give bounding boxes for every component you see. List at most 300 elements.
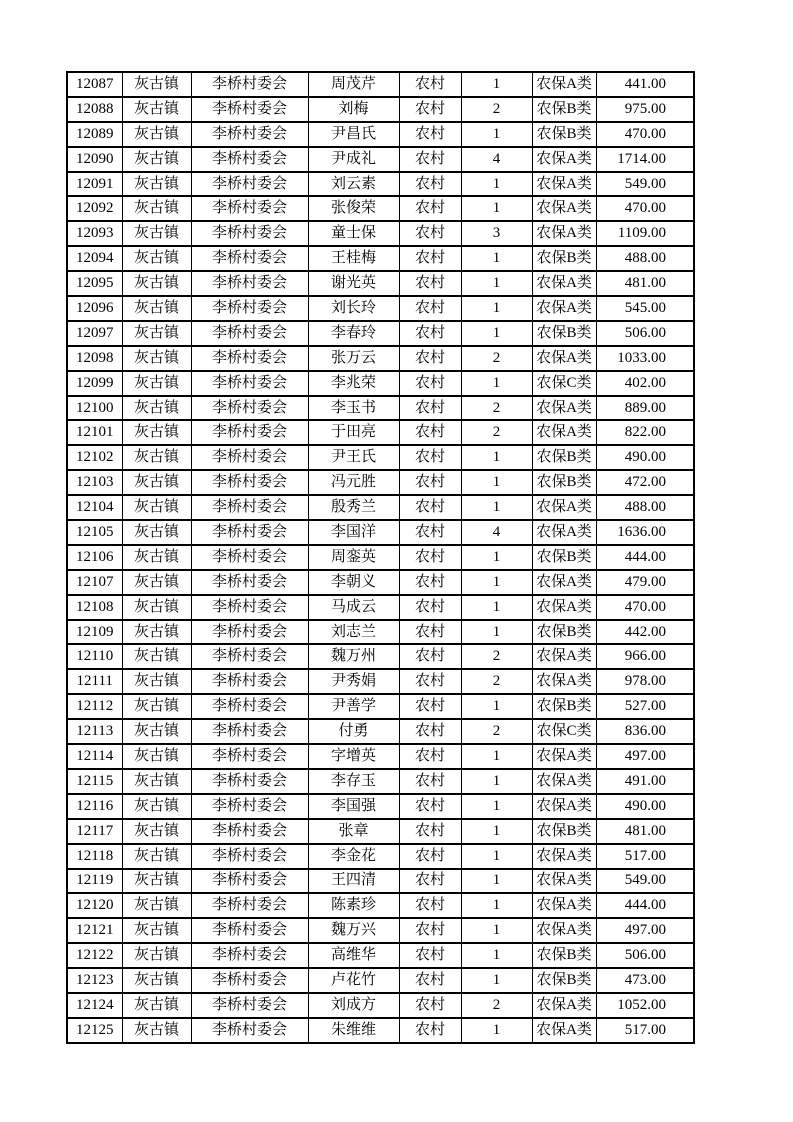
cell-person-count: 1 xyxy=(461,545,532,570)
cell-amount: 506.00 xyxy=(596,321,694,346)
cell-village-committee: 李桥村委会 xyxy=(191,570,308,595)
cell-residence-type: 农村 xyxy=(399,520,461,545)
cell-village-committee: 李桥村委会 xyxy=(191,694,308,719)
cell-person-count: 2 xyxy=(461,346,532,371)
cell-amount: 497.00 xyxy=(596,918,694,943)
cell-person-name: 刘志兰 xyxy=(308,620,399,645)
cell-town: 灰古镇 xyxy=(122,893,191,918)
cell-residence-type: 农村 xyxy=(399,595,461,620)
cell-person-count: 1 xyxy=(461,1018,532,1043)
cell-amount: 470.00 xyxy=(596,196,694,221)
table-row xyxy=(67,221,694,246)
cell-person-count: 1 xyxy=(461,794,532,819)
cell-record-id: 12119 xyxy=(67,869,122,894)
cell-person-count: 1 xyxy=(461,321,532,346)
cell-residence-type: 农村 xyxy=(399,719,461,744)
cell-village-committee: 李桥村委会 xyxy=(191,97,308,122)
cell-town: 灰古镇 xyxy=(122,445,191,470)
cell-village-committee: 李桥村委会 xyxy=(191,918,308,943)
cell-amount: 488.00 xyxy=(596,246,694,271)
table-row xyxy=(67,445,694,470)
cell-amount: 836.00 xyxy=(596,719,694,744)
cell-village-committee: 李桥村委会 xyxy=(191,520,308,545)
cell-insurance-category: 农保B类 xyxy=(532,819,596,844)
cell-town: 灰古镇 xyxy=(122,72,191,97)
cell-insurance-category: 农保B类 xyxy=(532,470,596,495)
cell-record-id: 12116 xyxy=(67,794,122,819)
cell-person-name: 尹秀娟 xyxy=(308,669,399,694)
cell-person-count: 1 xyxy=(461,122,532,147)
cell-person-count: 1 xyxy=(461,172,532,197)
cell-village-committee: 李桥村委会 xyxy=(191,495,308,520)
cell-town: 灰古镇 xyxy=(122,470,191,495)
cell-amount: 975.00 xyxy=(596,97,694,122)
cell-residence-type: 农村 xyxy=(399,396,461,421)
cell-person-name: 卢花竹 xyxy=(308,968,399,993)
cell-amount: 889.00 xyxy=(596,396,694,421)
cell-person-name: 马成云 xyxy=(308,595,399,620)
cell-amount: 822.00 xyxy=(596,420,694,445)
cell-amount: 1109.00 xyxy=(596,221,694,246)
cell-person-count: 1 xyxy=(461,869,532,894)
cell-village-committee: 李桥村委会 xyxy=(191,196,308,221)
cell-town: 灰古镇 xyxy=(122,122,191,147)
table-row xyxy=(67,545,694,570)
cell-person-name: 李玉书 xyxy=(308,396,399,421)
cell-village-committee: 李桥村委会 xyxy=(191,72,308,97)
table-row xyxy=(67,495,694,520)
cell-person-name: 刘成方 xyxy=(308,993,399,1018)
cell-person-name: 付勇 xyxy=(308,719,399,744)
table-row xyxy=(67,595,694,620)
cell-village-committee: 李桥村委会 xyxy=(191,620,308,645)
cell-insurance-category: 农保A类 xyxy=(532,221,596,246)
cell-amount: 527.00 xyxy=(596,694,694,719)
cell-residence-type: 农村 xyxy=(399,744,461,769)
cell-town: 灰古镇 xyxy=(122,918,191,943)
table-row xyxy=(67,296,694,321)
cell-person-name: 周銮英 xyxy=(308,545,399,570)
cell-person-name: 于田亮 xyxy=(308,420,399,445)
cell-residence-type: 农村 xyxy=(399,470,461,495)
cell-town: 灰古镇 xyxy=(122,644,191,669)
cell-insurance-category: 农保A类 xyxy=(532,172,596,197)
cell-insurance-category: 农保C类 xyxy=(532,371,596,396)
cell-person-name: 张章 xyxy=(308,819,399,844)
cell-person-name: 王桂梅 xyxy=(308,246,399,271)
cell-residence-type: 农村 xyxy=(399,172,461,197)
cell-insurance-category: 农保B类 xyxy=(532,968,596,993)
cell-person-count: 1 xyxy=(461,943,532,968)
cell-record-id: 12100 xyxy=(67,396,122,421)
cell-record-id: 12096 xyxy=(67,296,122,321)
cell-record-id: 12087 xyxy=(67,72,122,97)
cell-record-id: 12112 xyxy=(67,694,122,719)
cell-amount: 444.00 xyxy=(596,893,694,918)
cell-insurance-category: 农保A类 xyxy=(532,196,596,221)
cell-person-count: 2 xyxy=(461,396,532,421)
cell-person-name: 高维华 xyxy=(308,943,399,968)
cell-village-committee: 李桥村委会 xyxy=(191,147,308,172)
cell-person-count: 1 xyxy=(461,246,532,271)
cell-residence-type: 农村 xyxy=(399,420,461,445)
cell-person-name: 尹善学 xyxy=(308,694,399,719)
cell-person-name: 李朝义 xyxy=(308,570,399,595)
cell-record-id: 12113 xyxy=(67,719,122,744)
cell-town: 灰古镇 xyxy=(122,196,191,221)
cell-residence-type: 农村 xyxy=(399,545,461,570)
table-row xyxy=(67,893,694,918)
cell-record-id: 12091 xyxy=(67,172,122,197)
cell-person-count: 1 xyxy=(461,595,532,620)
cell-record-id: 12123 xyxy=(67,968,122,993)
cell-person-count: 1 xyxy=(461,893,532,918)
cell-amount: 402.00 xyxy=(596,371,694,396)
cell-record-id: 12102 xyxy=(67,445,122,470)
cell-insurance-category: 农保B类 xyxy=(532,620,596,645)
cell-residence-type: 农村 xyxy=(399,769,461,794)
table-row xyxy=(67,520,694,545)
cell-person-count: 1 xyxy=(461,918,532,943)
cell-insurance-category: 农保C类 xyxy=(532,719,596,744)
cell-insurance-category: 农保B类 xyxy=(532,445,596,470)
cell-town: 灰古镇 xyxy=(122,968,191,993)
table-row xyxy=(67,769,694,794)
cell-record-id: 12111 xyxy=(67,669,122,694)
cell-residence-type: 农村 xyxy=(399,620,461,645)
cell-town: 灰古镇 xyxy=(122,321,191,346)
cell-person-name: 李国强 xyxy=(308,794,399,819)
cell-town: 灰古镇 xyxy=(122,147,191,172)
cell-person-name: 李存玉 xyxy=(308,769,399,794)
cell-record-id: 12106 xyxy=(67,545,122,570)
table-row xyxy=(67,968,694,993)
cell-person-name: 冯元胜 xyxy=(308,470,399,495)
cell-residence-type: 农村 xyxy=(399,844,461,869)
table-row xyxy=(67,1018,694,1043)
table-row xyxy=(67,819,694,844)
cell-amount: 481.00 xyxy=(596,271,694,296)
cell-village-committee: 李桥村委会 xyxy=(191,794,308,819)
cell-village-committee: 李桥村委会 xyxy=(191,122,308,147)
cell-person-name: 朱维维 xyxy=(308,1018,399,1043)
cell-residence-type: 农村 xyxy=(399,993,461,1018)
cell-person-count: 1 xyxy=(461,694,532,719)
cell-amount: 441.00 xyxy=(596,72,694,97)
cell-town: 灰古镇 xyxy=(122,420,191,445)
cell-person-count: 3 xyxy=(461,221,532,246)
table-row xyxy=(67,122,694,147)
cell-town: 灰古镇 xyxy=(122,396,191,421)
cell-person-name: 殷秀兰 xyxy=(308,495,399,520)
cell-residence-type: 农村 xyxy=(399,918,461,943)
cell-record-id: 12118 xyxy=(67,844,122,869)
cell-residence-type: 农村 xyxy=(399,968,461,993)
cell-insurance-category: 农保A类 xyxy=(532,918,596,943)
cell-record-id: 12105 xyxy=(67,520,122,545)
cell-residence-type: 农村 xyxy=(399,246,461,271)
cell-person-count: 4 xyxy=(461,520,532,545)
cell-village-committee: 李桥村委会 xyxy=(191,246,308,271)
cell-record-id: 12124 xyxy=(67,993,122,1018)
cell-town: 灰古镇 xyxy=(122,769,191,794)
table-row xyxy=(67,570,694,595)
cell-town: 灰古镇 xyxy=(122,296,191,321)
cell-person-count: 2 xyxy=(461,420,532,445)
cell-insurance-category: 农保A类 xyxy=(532,147,596,172)
table-row xyxy=(67,719,694,744)
cell-person-name: 刘长玲 xyxy=(308,296,399,321)
cell-insurance-category: 农保A类 xyxy=(532,346,596,371)
cell-village-committee: 李桥村委会 xyxy=(191,993,308,1018)
cell-record-id: 12097 xyxy=(67,321,122,346)
cell-person-name: 刘云素 xyxy=(308,172,399,197)
cell-person-count: 1 xyxy=(461,844,532,869)
cell-village-committee: 李桥村委会 xyxy=(191,221,308,246)
cell-insurance-category: 农保A类 xyxy=(532,769,596,794)
cell-amount: 978.00 xyxy=(596,669,694,694)
cell-town: 灰古镇 xyxy=(122,819,191,844)
cell-person-name: 童士保 xyxy=(308,221,399,246)
cell-person-name: 李金花 xyxy=(308,844,399,869)
cell-village-committee: 李桥村委会 xyxy=(191,819,308,844)
cell-record-id: 12120 xyxy=(67,893,122,918)
cell-amount: 470.00 xyxy=(596,122,694,147)
cell-town: 灰古镇 xyxy=(122,794,191,819)
cell-residence-type: 农村 xyxy=(399,97,461,122)
cell-record-id: 12121 xyxy=(67,918,122,943)
table-row xyxy=(67,943,694,968)
cell-town: 灰古镇 xyxy=(122,371,191,396)
table-row xyxy=(67,669,694,694)
cell-insurance-category: 农保A类 xyxy=(532,669,596,694)
cell-village-committee: 李桥村委会 xyxy=(191,719,308,744)
cell-residence-type: 农村 xyxy=(399,147,461,172)
cell-residence-type: 农村 xyxy=(399,72,461,97)
table-row xyxy=(67,147,694,172)
table-row xyxy=(67,644,694,669)
cell-person-name: 王四清 xyxy=(308,869,399,894)
cell-residence-type: 农村 xyxy=(399,196,461,221)
cell-village-committee: 李桥村委会 xyxy=(191,271,308,296)
cell-person-count: 1 xyxy=(461,744,532,769)
table-row xyxy=(67,620,694,645)
cell-amount: 497.00 xyxy=(596,744,694,769)
cell-person-count: 1 xyxy=(461,445,532,470)
cell-record-id: 12088 xyxy=(67,97,122,122)
table-row xyxy=(67,97,694,122)
cell-insurance-category: 农保B类 xyxy=(532,943,596,968)
cell-person-count: 1 xyxy=(461,769,532,794)
cell-residence-type: 农村 xyxy=(399,296,461,321)
cell-insurance-category: 农保A类 xyxy=(532,520,596,545)
cell-town: 灰古镇 xyxy=(122,545,191,570)
cell-amount: 1636.00 xyxy=(596,520,694,545)
cell-residence-type: 农村 xyxy=(399,495,461,520)
cell-village-committee: 李桥村委会 xyxy=(191,943,308,968)
cell-person-name: 李国洋 xyxy=(308,520,399,545)
cell-town: 灰古镇 xyxy=(122,844,191,869)
cell-village-committee: 李桥村委会 xyxy=(191,445,308,470)
table-row xyxy=(67,794,694,819)
cell-village-committee: 李桥村委会 xyxy=(191,1018,308,1043)
cell-record-id: 12109 xyxy=(67,620,122,645)
cell-amount: 490.00 xyxy=(596,445,694,470)
cell-residence-type: 农村 xyxy=(399,122,461,147)
cell-record-id: 12125 xyxy=(67,1018,122,1043)
cell-insurance-category: 农保A类 xyxy=(532,844,596,869)
cell-town: 灰古镇 xyxy=(122,620,191,645)
cell-village-committee: 李桥村委会 xyxy=(191,396,308,421)
cell-person-count: 2 xyxy=(461,719,532,744)
cell-village-committee: 李桥村委会 xyxy=(191,346,308,371)
cell-amount: 549.00 xyxy=(596,172,694,197)
table-row xyxy=(67,744,694,769)
cell-town: 灰古镇 xyxy=(122,744,191,769)
cell-amount: 1052.00 xyxy=(596,993,694,1018)
cell-town: 灰古镇 xyxy=(122,719,191,744)
cell-amount: 517.00 xyxy=(596,1018,694,1043)
cell-insurance-category: 农保A类 xyxy=(532,420,596,445)
cell-person-count: 2 xyxy=(461,993,532,1018)
cell-amount: 491.00 xyxy=(596,769,694,794)
table-row xyxy=(67,172,694,197)
cell-record-id: 12089 xyxy=(67,122,122,147)
cell-person-name: 张万云 xyxy=(308,346,399,371)
cell-residence-type: 农村 xyxy=(399,819,461,844)
cell-person-count: 2 xyxy=(461,97,532,122)
cell-town: 灰古镇 xyxy=(122,993,191,1018)
cell-person-name: 刘梅 xyxy=(308,97,399,122)
cell-village-committee: 李桥村委会 xyxy=(191,744,308,769)
cell-insurance-category: 农保B类 xyxy=(532,694,596,719)
cell-insurance-category: 农保A类 xyxy=(532,296,596,321)
cell-person-name: 张俊荣 xyxy=(308,196,399,221)
cell-person-count: 1 xyxy=(461,968,532,993)
cell-record-id: 12110 xyxy=(67,644,122,669)
cell-amount: 442.00 xyxy=(596,620,694,645)
cell-insurance-category: 农保A类 xyxy=(532,495,596,520)
cell-village-committee: 李桥村委会 xyxy=(191,844,308,869)
cell-person-count: 2 xyxy=(461,644,532,669)
cell-insurance-category: 农保A类 xyxy=(532,794,596,819)
cell-residence-type: 农村 xyxy=(399,221,461,246)
cell-insurance-category: 农保A类 xyxy=(532,1018,596,1043)
cell-insurance-category: 农保A类 xyxy=(532,570,596,595)
cell-town: 灰古镇 xyxy=(122,669,191,694)
cell-residence-type: 农村 xyxy=(399,644,461,669)
cell-amount: 1714.00 xyxy=(596,147,694,172)
cell-residence-type: 农村 xyxy=(399,869,461,894)
cell-amount: 472.00 xyxy=(596,470,694,495)
cell-insurance-category: 农保A类 xyxy=(532,72,596,97)
cell-person-count: 1 xyxy=(461,271,532,296)
cell-residence-type: 农村 xyxy=(399,371,461,396)
cell-town: 灰古镇 xyxy=(122,694,191,719)
table-row xyxy=(67,271,694,296)
cell-village-committee: 李桥村委会 xyxy=(191,869,308,894)
cell-person-name: 字增英 xyxy=(308,744,399,769)
cell-town: 灰古镇 xyxy=(122,97,191,122)
cell-village-committee: 李桥村委会 xyxy=(191,420,308,445)
cell-record-id: 12101 xyxy=(67,420,122,445)
cell-person-name: 陈素珍 xyxy=(308,893,399,918)
cell-residence-type: 农村 xyxy=(399,445,461,470)
cell-person-count: 1 xyxy=(461,620,532,645)
cell-person-count: 1 xyxy=(461,371,532,396)
cell-person-count: 1 xyxy=(461,470,532,495)
cell-amount: 545.00 xyxy=(596,296,694,321)
table-row xyxy=(67,918,694,943)
cell-village-committee: 李桥村委会 xyxy=(191,968,308,993)
cell-insurance-category: 农保A类 xyxy=(532,595,596,620)
cell-residence-type: 农村 xyxy=(399,570,461,595)
cell-amount: 473.00 xyxy=(596,968,694,993)
cell-person-count: 1 xyxy=(461,196,532,221)
cell-person-count: 4 xyxy=(461,147,532,172)
cell-person-name: 尹昌氏 xyxy=(308,122,399,147)
table-row xyxy=(67,246,694,271)
cell-town: 灰古镇 xyxy=(122,570,191,595)
cell-insurance-category: 农保A类 xyxy=(532,271,596,296)
cell-person-name: 谢光英 xyxy=(308,271,399,296)
cell-insurance-category: 农保B类 xyxy=(532,122,596,147)
cell-insurance-category: 农保A类 xyxy=(532,893,596,918)
cell-record-id: 12122 xyxy=(67,943,122,968)
cell-person-name: 李兆荣 xyxy=(308,371,399,396)
cell-record-id: 12092 xyxy=(67,196,122,221)
cell-residence-type: 农村 xyxy=(399,271,461,296)
table-row xyxy=(67,420,694,445)
cell-village-committee: 李桥村委会 xyxy=(191,470,308,495)
cell-town: 灰古镇 xyxy=(122,172,191,197)
cell-record-id: 12099 xyxy=(67,371,122,396)
table-row xyxy=(67,993,694,1018)
cell-town: 灰古镇 xyxy=(122,1018,191,1043)
cell-person-name: 尹成礼 xyxy=(308,147,399,172)
cell-amount: 444.00 xyxy=(596,545,694,570)
cell-town: 灰古镇 xyxy=(122,869,191,894)
cell-insurance-category: 农保B类 xyxy=(532,97,596,122)
cell-insurance-category: 农保A类 xyxy=(532,644,596,669)
table-row xyxy=(67,371,694,396)
cell-town: 灰古镇 xyxy=(122,221,191,246)
cell-village-committee: 李桥村委会 xyxy=(191,644,308,669)
cell-residence-type: 农村 xyxy=(399,893,461,918)
cell-residence-type: 农村 xyxy=(399,1018,461,1043)
cell-amount: 490.00 xyxy=(596,794,694,819)
cell-record-id: 12114 xyxy=(67,744,122,769)
cell-insurance-category: 农保A类 xyxy=(532,744,596,769)
cell-amount: 966.00 xyxy=(596,644,694,669)
roster-rows xyxy=(67,72,694,1043)
payment-roster-table xyxy=(66,71,695,1044)
cell-village-committee: 李桥村委会 xyxy=(191,371,308,396)
cell-amount: 479.00 xyxy=(596,570,694,595)
table-row xyxy=(67,72,694,97)
cell-village-committee: 李桥村委会 xyxy=(191,669,308,694)
table-row xyxy=(67,396,694,421)
cell-insurance-category: 农保A类 xyxy=(532,993,596,1018)
cell-record-id: 12108 xyxy=(67,595,122,620)
table-row xyxy=(67,321,694,346)
cell-amount: 517.00 xyxy=(596,844,694,869)
cell-person-count: 1 xyxy=(461,819,532,844)
cell-village-committee: 李桥村委会 xyxy=(191,545,308,570)
cell-person-name: 李春玲 xyxy=(308,321,399,346)
cell-village-committee: 李桥村委会 xyxy=(191,296,308,321)
cell-village-committee: 李桥村委会 xyxy=(191,595,308,620)
